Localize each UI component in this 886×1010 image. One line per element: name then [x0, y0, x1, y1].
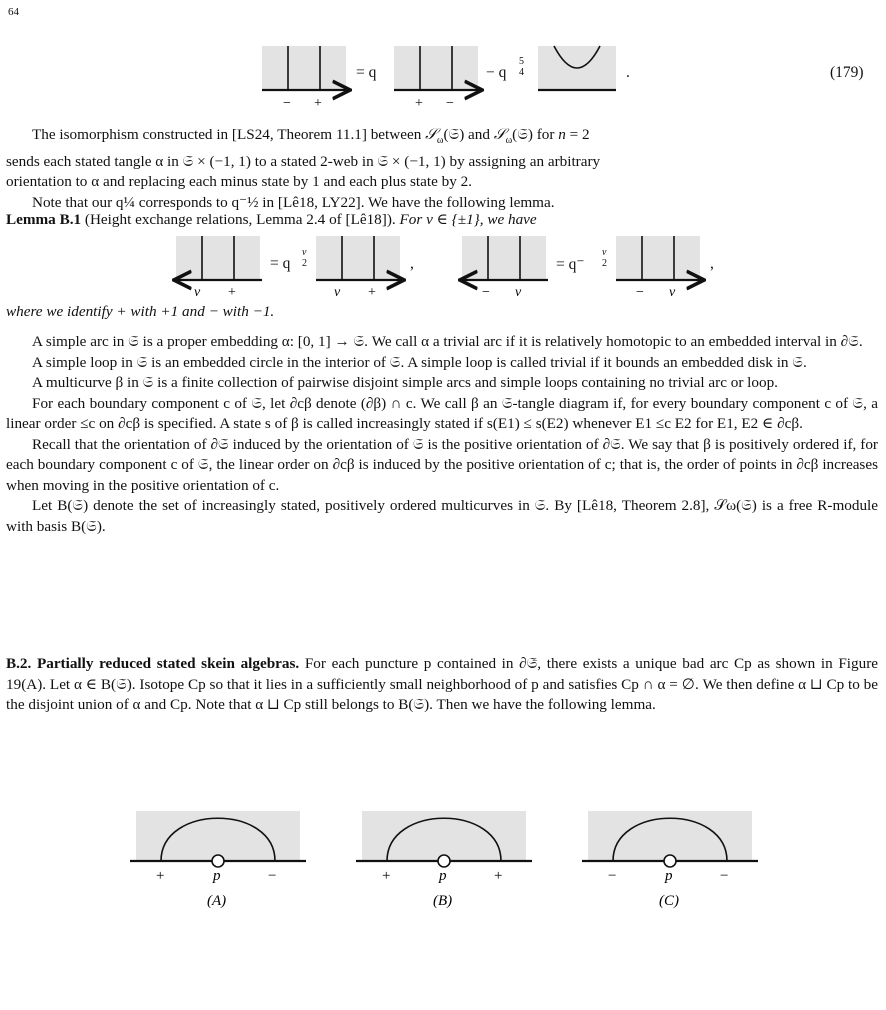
- lemma-d1-label-right: +: [228, 285, 236, 300]
- lemma-d2-label-right: +: [368, 285, 376, 300]
- def-multicurve: A multicurve β in 𝔖 is a finite collection of pairwise disjoint simple arcs and simple loops containing no trivial arc or loop.: [32, 374, 778, 391]
- panel-b-left-label: +: [382, 868, 391, 884]
- lemma-b1-statement: For v ∈ {±1}, we have: [399, 211, 537, 228]
- isomorphism-paragraph: The isomorphism constructed in [LS24, Theorem 11.1] between 𝒮$_\omega$(𝔖) and 𝒮$_\omega$(𝔖) for n = 2 sends each stated tangle α in 𝔖 × (−1, 1) to a stated 2-web in 𝔖 × (−1, 1) by assigning an arbitrary orientation to α and replacing each minus state by 1 and each plus state by 2. Note that our q¼ corresponds to q⁻½ in [Lê18, LY22]. We have the following lemma.: [6, 124, 878, 213]
- definitions: [6, 332, 878, 537]
- lemma-identify: where we identify + with +1 and − with −1.: [6, 303, 275, 320]
- eq179-exp-num: 5: [519, 56, 524, 67]
- panel-b-right-label: +: [494, 868, 503, 884]
- panel-c-caption: (C): [659, 893, 679, 909]
- lemma-diagram-3: [458, 230, 552, 306]
- panel-a-right-label: −: [268, 868, 277, 884]
- section-b2-text: For each puncture p contained in ∂𝔖̄, there exists a unique bad arc Cp as shown in Figure 19(A). Let α ∈ B(𝔖). Isotope Cp so that it lies in a sufficiently small neighborhood of p and satisfies Cp ∩ α = ∅. We then define α ⊔ Cp to be the disjoint union of α and Cp. Note that α ⊔ Cp still belongs to B(𝔖). Then we have the following lemma.: [6, 655, 879, 713]
- lemma-diagram-1: [172, 230, 266, 306]
- figure-panel-c: [580, 808, 760, 976]
- figure-panel-a: [128, 808, 308, 976]
- lemma-b1-label: Lemma B.1: [6, 211, 82, 228]
- section-b2-heading: B.2. Partially reduced stated skein algebras.: [6, 655, 300, 672]
- def-basis: Let B(𝔖) denote the set of increasingly stated, positively ordered multicurves in 𝔖. By [Lê18, Theorem 2.8], 𝒮ω(𝔖) is a free R-module with basis B(𝔖).: [6, 497, 878, 535]
- note-line: Note that our q¼ corresponds to q⁻½ in [Lê18, LY22]. We have the following lemma.: [32, 193, 555, 211]
- panel-b-center-label: p: [439, 868, 447, 884]
- def-boundary: For each boundary component c of 𝔖, let ∂cβ denote (∂β) ∩ c. We call β an 𝔖-tangle diagram if, for every boundary component c of 𝔖, a linear order ≤c on ∂cβ is specified. A state s of β is called increasingly stated if s(E1) ≤ s(E2) whenever E1 ≤c E2 for E1, E2 ∈ ∂cβ.: [6, 394, 878, 432]
- section-b2: [6, 654, 878, 716]
- lemma-d3-label-right: v: [515, 285, 522, 300]
- panel-b-caption: (B): [433, 893, 453, 909]
- panel-a-caption: (A): [207, 893, 227, 909]
- lemma-eq-left: = q: [270, 255, 291, 272]
- figure-panel-b: [354, 808, 534, 976]
- iso-line-1: The isomorphism constructed in [LS24, Theorem 11.1] between: [32, 126, 422, 143]
- panel-a-left-label: +: [156, 868, 165, 884]
- lemma-d4-label-right: v: [669, 285, 676, 300]
- lemma-d3-label-left: −: [482, 285, 490, 300]
- def-orientation: Recall that the orientation of ∂𝔖 induced by the orientation of 𝔖 is the positive orientation of ∂𝔖. We say that β is positively ordered if, for each boundary component c of 𝔖, the linear order on ∂cβ is induced by the positive orientation of c; that is, the order of points in ∂cβ increases when moving in the positive orientation of c.: [6, 435, 878, 494]
- panel-c-left-label: −: [608, 868, 617, 884]
- lemma-d2-label-left: v: [334, 285, 341, 300]
- eq179-d1-label-right: +: [314, 96, 322, 111]
- eq179-minus-q: − q: [486, 64, 507, 81]
- eq179-diagram-2: [390, 40, 484, 116]
- lemma-diagram-2: [312, 230, 406, 306]
- lemma-comma-2: ,: [710, 255, 714, 272]
- eq179-exp-den: 4: [519, 67, 524, 78]
- lemma-b1-title: (Height exchange relations, Lemma 2.4 of [Lê18]).: [84, 211, 396, 228]
- iso-line-2: sends each stated tangle α in 𝔖 × (−1, 1) to a stated 2-web in 𝔖 × (−1, 1) by assigning an arbitrary: [6, 152, 601, 170]
- panel-c-right-label: −: [720, 868, 729, 884]
- eq179-period: .: [626, 64, 630, 81]
- lemma-d4-label-left: −: [636, 285, 644, 300]
- eq179-d2-label-right: −: [446, 96, 454, 111]
- eq179-d2-label-left: +: [415, 96, 423, 111]
- eq179-d1-label-left: −: [283, 96, 291, 111]
- page-number: 64: [8, 6, 19, 18]
- lemma-diagram-4: [612, 230, 706, 306]
- def-simple-arc: A simple arc in 𝔖 is a proper embedding α: [0, 1] → 𝔖. We call α a trivial arc if it is relatively homotopic to an embedded interval in ∂𝔖.: [32, 333, 863, 350]
- eq179-equals-q: = q: [356, 64, 377, 81]
- lemma-d1-label-left: v: [194, 285, 201, 300]
- panel-a-center-label: p: [213, 868, 221, 884]
- panel-c-center-label: p: [665, 868, 673, 884]
- def-simple-loop: A simple loop in 𝔖 is an embedded circle in the interior of 𝔖. A simple loop is called trivial if it bounds an embedded disk in 𝔖.: [32, 353, 807, 371]
- eq179-number: (179): [830, 64, 864, 81]
- lemma-b1: [6, 210, 878, 231]
- eq179-diagram-3: [536, 40, 620, 100]
- lemma-comma-1: ,: [410, 255, 414, 272]
- lemma-eq-right: = q⁻: [556, 256, 585, 273]
- iso-line-3: orientation to α and replacing each minus state by 1 and each plus state by 2.: [6, 173, 472, 191]
- eq179-diagram-1: [258, 40, 352, 116]
